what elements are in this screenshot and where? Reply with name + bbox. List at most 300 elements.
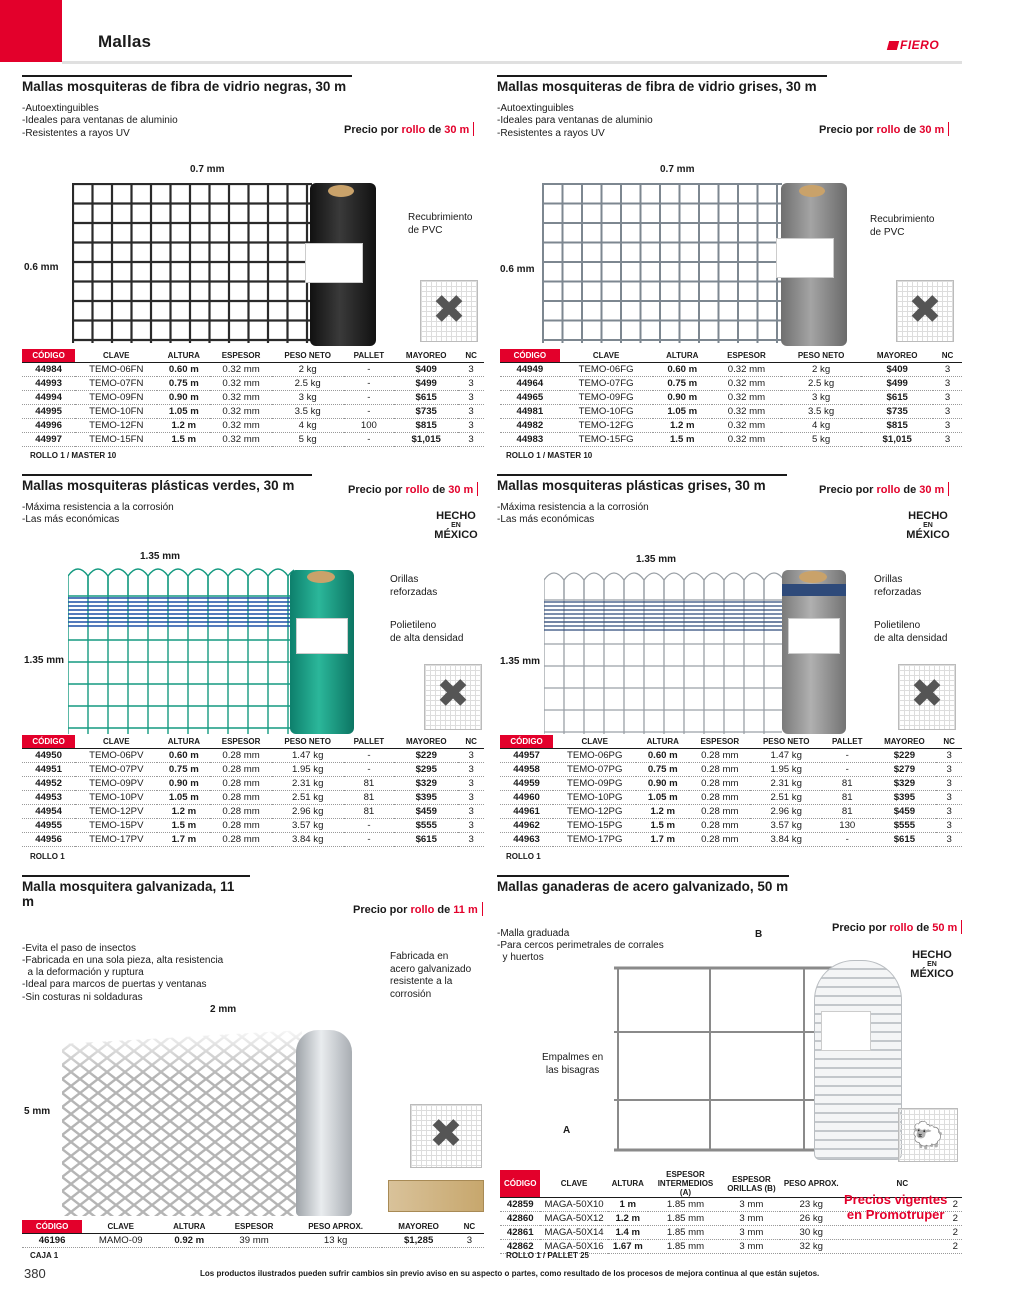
feature-list: -Máxima resistencia a la corrosión -Las más económicas [497,502,649,526]
table-cell: 2 kg [781,362,861,376]
table-cell: $295 [394,762,458,776]
table-row [22,748,484,762]
packaging-note: ROLLO 1 [506,852,541,861]
table-cell: 1.5 m [157,818,210,832]
roll-galvanized-image [296,1030,352,1216]
table-cell: 1.85 mm [648,1198,723,1212]
table-cell: 3 mm [723,1198,780,1212]
table-row [500,1226,962,1240]
table-cell: 44984 [22,362,75,376]
table-cell: 0.32 mm [210,418,271,432]
hecho-en-mexico-badge: HECHO EN MÉXICO [910,949,954,980]
table-cell: 44962 [500,818,553,832]
table-cell: TEMO-09FG [560,390,653,404]
table-cell: TEMO-09PV [75,776,157,790]
table-cell: 0.28 mm [210,804,271,818]
table-cell: 81 [344,776,395,790]
table-cell: 39 mm [219,1233,289,1247]
table-cell: $409 [861,362,933,376]
table-cell: 44958 [500,762,553,776]
table-cell: 3 [933,376,962,390]
insect-icon: ✖ [896,280,954,342]
insect-icon: ✖ [420,280,478,342]
table-cell: - [344,362,395,376]
table-cell: MAMO-09 [82,1233,159,1247]
feature-list: -Malla graduada -Para cercos perimetrales de corrales y huertos [497,927,664,964]
spec-table: CÓDIGO CLAVE ALTURA ESPESOR PESO NETO PALLET MAYOREO NC 44984 TEMO-06FN 0.60 m 0.32 mm 2 kg - $409 3 44993 TEMO-07FN 0.75 m 0.32 mm 2.5 kg - $499 3 44994 TEMO-09FN 0.90 m 0.32 mm 3 kg - $615 3 44995 TEMO-10FN 1.05 m 0.32 mm 3.5 kg - $735 3 44996 TEMO-12FN 1.2 m 0.32 mm 4 kg 100 $815 3 44997 TEMO-15FN 1.5 m 0.32 mm 5 kg - $1,015 3 [22,349,484,447]
table-cell: MAGA-50X16 [540,1240,607,1254]
table-cell: 0.32 mm [712,404,781,418]
table-cell: 2 kg [272,362,344,376]
table-cell: 1.95 kg [750,762,822,776]
table-cell: 0.90 m [653,390,712,404]
table-row [22,776,484,790]
callout-polietileno: Polietileno de alta densidad [874,620,948,644]
table-cell: $615 [394,390,458,404]
table-cell: TEMO-15FG [560,432,653,446]
spec-table: CÓDIGO CLAVE ALTURA ESPESOR PESO APROX. MAYOREO NC 46196 MAMO-09 0.92 m 39 mm 13 kg $1,285 3 [22,1220,484,1248]
table-cell: TEMO-06FG [560,362,653,376]
table-cell: 3 [933,418,962,432]
table-cell: 3 mm [723,1226,780,1240]
table-row [500,818,962,832]
table-row [22,1233,484,1247]
page-title: Mallas [98,32,152,51]
table-cell: 0.32 mm [712,362,781,376]
table-cell: 3 [458,790,484,804]
table-cell: $459 [873,804,937,818]
insect-icon: ✖ [424,664,482,730]
dimension-height: 5 mm [24,1106,51,1117]
label-b: B [755,929,763,940]
dimension-width: 1.35 mm [140,551,181,562]
table-cell: $815 [861,418,933,432]
table-cell: 44993 [22,376,75,390]
table-cell: $229 [873,748,937,762]
table-cell: MAGA-50X10 [540,1198,607,1212]
table-cell: 1.7 m [636,832,689,846]
table-cell: TEMO-12FN [75,418,157,432]
table-cell: 0.32 mm [712,418,781,432]
table-cell: $329 [873,776,937,790]
table-cell: 44982 [500,418,560,432]
mesh-green-image [68,566,294,734]
table-cell: 3 [458,362,484,376]
product-label [776,238,834,278]
table-cell: 3.5 kg [272,404,344,418]
table-cell: 44965 [500,390,560,404]
table-cell: 2.5 kg [272,376,344,390]
brand-logo: FIERO [888,38,939,52]
table-cell: 3 [458,432,484,446]
table-cell: 0.28 mm [210,762,271,776]
table-cell: 0.92 m [159,1233,219,1247]
table-cell: 0.28 mm [689,748,750,762]
table-row [22,804,484,818]
table-cell: 0.28 mm [689,776,750,790]
table-cell: $499 [861,376,933,390]
section-title: Mallas mosquiteras de fibra de vidrio negras, 30 m [22,75,352,97]
table-cell: 0.32 mm [210,432,271,446]
table-cell: 2.96 kg [272,804,344,818]
table-row [22,432,484,446]
table-cell: TEMO-17PV [75,832,157,846]
table-cell: 2.51 kg [272,790,344,804]
spec-table: CÓDIGO CLAVE ALTURA ESPESOR PESO NETO PALLET MAYOREO NC 44957 TEMO-06PG 0.60 m 0.28 mm 1.47 kg - $229 3 44958 TEMO-07PG 0.75 m 0.28 mm 1.95 kg - $279 3 44959 TEMO-09PG 0.90 m 0.28 mm 2.31 kg 81 $329 3 44960 TEMO-10PG 1.05 m 0.28 mm 2.51 kg 81 $395 3 44961 TEMO-12PG 1.2 m 0.28 mm 2.96 kg 81 $459 3 44962 TEMO-15PG 1.5 m 0.28 mm 3.57 kg 130 $555 3 44963 TEMO-17PG 1.7 m 0.28 mm 3.84 kg - $615 3 [500,735,962,847]
table-cell: 0.28 mm [210,748,271,762]
table-row [22,790,484,804]
spec-table: CÓDIGO CLAVE ALTURA ESPESOR INTERMEDIOS (A) ESPESOR ORILLAS (B) PESO APROX. NC 42859 MAGA-50X10 1 m 1.85 mm 3 mm 23 kg 2 42860 MAGA-50X12 1.2 m 1.85 mm 3 mm 26 kg 2 42861 MAGA-50X14 1.4 m 1.85 mm 3 mm 30 kg 2 42862 MAGA-50X16 1.67 m 1.85 mm 3 mm 32 kg 2 [500,1170,962,1254]
table-cell: 30 kg [780,1226,843,1240]
table-cell: 3 [936,762,962,776]
table-cell: 44956 [22,832,75,846]
roll-grey-image [781,183,847,346]
table-cell: 0.28 mm [210,832,271,846]
table-cell: $1,285 [382,1233,454,1247]
table-cell: TEMO-12FG [560,418,653,432]
table-cell: 1.5 m [636,818,689,832]
spec-table: CÓDIGO CLAVE ALTURA ESPESOR PESO NETO PALLET MAYOREO NC 44950 TEMO-06PV 0.60 m 0.28 mm 1.47 kg - $229 3 44951 TEMO-07PV 0.75 m 0.28 mm 1.95 kg - $295 3 44952 TEMO-09PV 0.90 m 0.28 mm 2.31 kg 81 $329 3 44953 TEMO-10PV 1.05 m 0.28 mm 2.51 kg 81 $395 3 44954 TEMO-12PV 1.2 m 0.28 mm 2.96 kg 81 $459 3 44955 TEMO-15PV 1.5 m 0.28 mm 3.57 kg - $555 3 44956 TEMO-17PV 1.7 m 0.28 mm 3.84 kg - $615 3 [22,735,484,847]
table-cell: TEMO-15PV [75,818,157,832]
table-cell: 0.60 m [157,362,210,376]
price-note: Precio por rollo de 50 m [832,920,962,934]
callout-recubrimiento: Recubrimiento de PVC [408,212,473,236]
table-cell: 0.28 mm [689,832,750,846]
table-cell: - [822,832,873,846]
table-cell: TEMO-10PV [75,790,157,804]
price-note: Precio por rollo de 11 m [353,902,483,916]
table-row [500,776,962,790]
table-cell: 1.85 mm [648,1212,723,1226]
table-row [500,790,962,804]
table-cell: 1.7 m [157,832,210,846]
table-cell: 0.75 m [653,376,712,390]
table-cell: 0.28 mm [689,804,750,818]
table-cell: 2 [843,1240,962,1254]
table-cell: 2.5 kg [781,376,861,390]
product-label [296,618,348,654]
table-cell: 1.2 m [608,1212,648,1226]
table-cell: TEMO-06FN [75,362,157,376]
table-cell: $615 [861,390,933,404]
table-cell: $555 [394,818,458,832]
table-cell: $279 [873,762,937,776]
promo-note: Precios vigentes en Promotruper [844,1192,948,1222]
table-cell: 4 kg [781,418,861,432]
roll-black-image [310,183,376,346]
product-label [788,618,840,654]
section-title: Malla mosquitera galvanizada, 11 m [22,875,250,912]
table-cell: 44953 [22,790,75,804]
table-cell: 0.28 mm [689,790,750,804]
feature-list: -Autoextinguibles -Ideales para ventanas de aluminio -Resistentes a rayos UV [22,103,178,139]
table-cell: 0.90 m [157,390,210,404]
table-cell: 1.47 kg [272,748,344,762]
table-cell: - [344,390,395,404]
table-cell: $735 [394,404,458,418]
table-cell: 4 kg [272,418,344,432]
table-cell: 42859 [500,1198,540,1212]
table-cell: - [344,404,395,418]
table-cell: 46196 [22,1233,82,1247]
insect-icon: ✖ [898,664,956,730]
table-cell: 0.32 mm [210,390,271,404]
dimension-width: 2 mm [210,1004,237,1015]
insect-icon: ✖ [410,1104,482,1168]
table-cell: 2 [843,1212,962,1226]
table-cell: TEMO-10FG [560,404,653,418]
table-cell: 3 [458,776,484,790]
table-cell: 3 [458,762,484,776]
table-cell: 1.2 m [653,418,712,432]
table-cell: 44951 [22,762,75,776]
table-cell: $459 [394,804,458,818]
table-cell: - [822,762,873,776]
table-cell: $735 [861,404,933,418]
table-cell: 1.05 m [636,790,689,804]
packaging-note: ROLLO 1 / MASTER 10 [30,451,117,460]
page-number: 380 [24,1266,46,1281]
table-cell: 3 [458,376,484,390]
table-cell: $555 [873,818,937,832]
packaging-note: ROLLO 1 / MASTER 10 [506,451,593,460]
section-tab [0,0,62,62]
table-cell: 3 [458,818,484,832]
table-cell: - [344,748,395,762]
hecho-en-mexico-badge: HECHO EN MÉXICO [906,510,950,541]
table-cell: 0.28 mm [210,818,271,832]
table-row [500,432,962,446]
table-cell: TEMO-07FG [560,376,653,390]
table-cell: 0.32 mm [712,390,781,404]
table-cell: TEMO-07PG [553,762,636,776]
price-note: Precio por rollo de 30 m [819,122,949,136]
field-fence-diagram [614,960,844,1160]
roll-field-fence-image [814,960,902,1160]
product-label [821,1011,871,1051]
table-cell: 1.85 mm [648,1226,723,1240]
table-cell: 44961 [500,804,553,818]
table-cell: 81 [822,776,873,790]
table-cell: 1.05 m [157,404,210,418]
table-cell: 3 [936,790,962,804]
feature-list: -Autoextinguibles -Ideales para ventanas de aluminio -Resistentes a rayos UV [497,103,653,139]
table-cell: 1.5 m [653,432,712,446]
table-cell: 81 [822,804,873,818]
table-cell: TEMO-17PG [553,832,636,846]
table-row [22,418,484,432]
table-cell: TEMO-09FN [75,390,157,404]
table-cell: 1.2 m [157,418,210,432]
table-cell: 100 [344,418,395,432]
table-cell: 2.96 kg [750,804,822,818]
table-cell: 3 [458,804,484,818]
price-note: Precio por rollo de 30 m [348,482,478,496]
table-cell: 1 m [608,1198,648,1212]
table-cell: 44963 [500,832,553,846]
table-cell: 32 kg [780,1240,843,1254]
table-cell: - [344,832,395,846]
table-cell: 0.60 m [157,748,210,762]
table-cell: 1.47 kg [750,748,822,762]
table-cell: 42861 [500,1226,540,1240]
table-row [22,404,484,418]
table-cell: 3.84 kg [272,832,344,846]
table-cell: 44950 [22,748,75,762]
table-cell: 0.28 mm [210,790,271,804]
roll-green-image [290,570,354,734]
feature-list: -Evita el paso de insectos -Fabricada en una sola pieza, alta resistencia a la deformación y ruptura -Ideal para marcos de puertas y ventanas -Sin costuras ni soldaduras [22,942,224,1003]
table-cell: 0.90 m [157,776,210,790]
table-cell: 1.05 m [157,790,210,804]
table-cell: 3 [933,390,962,404]
section-title: Mallas mosquiteras de fibra de vidrio grises, 30 m [497,75,827,97]
table-cell: 3 [458,418,484,432]
table-cell: 3 [458,748,484,762]
dimension-height: 1.35 mm [500,656,541,667]
dimension-width: 0.7 mm [190,164,225,175]
table-cell: 0.32 mm [210,404,271,418]
table-cell: 44960 [500,790,553,804]
mesh-black-image [72,183,312,343]
callout-empalmes: Empalmes en las bisagras [542,1052,604,1076]
table-cell: TEMO-09PG [553,776,636,790]
callout-orillas: Orillas reforzadas [390,574,438,598]
table-cell: 0.28 mm [689,762,750,776]
callout-recubrimiento: Recubrimiento de PVC [870,214,935,238]
table-cell: 2 [843,1226,962,1240]
table-cell: 3.5 kg [781,404,861,418]
sheep-icon: 🐑 [898,1108,958,1162]
mesh-grey-plastic-image [544,570,782,734]
table-cell: 44959 [500,776,553,790]
table-cell: 3 [933,432,962,446]
table-cell: 42860 [500,1212,540,1226]
table-cell: $395 [394,790,458,804]
table-cell: 3 [458,832,484,846]
dimension-width: 1.35 mm [636,554,677,565]
table-cell: 1.67 m [608,1240,648,1254]
table-cell: 44954 [22,804,75,818]
callout-acero: Fabricada en acero galvanizado resistente a la corrosión [390,951,472,1000]
table-cell: 1.2 m [157,804,210,818]
table-row [500,832,962,846]
table-cell: TEMO-15FN [75,432,157,446]
table-row [500,362,962,376]
packaging-note: CAJA 1 [30,1251,59,1260]
table-cell: 44964 [500,376,560,390]
table-row [22,832,484,846]
table-cell: 1.5 m [157,432,210,446]
table-cell: 44949 [500,362,560,376]
table-row [500,762,962,776]
header-divider [62,61,962,64]
table-cell: 3 mm [723,1240,780,1254]
table-cell: 13 kg [289,1233,383,1247]
table-cell: 3 [936,748,962,762]
table-row [500,376,962,390]
table-cell: TEMO-06PG [553,748,636,762]
table-cell: 0.28 mm [689,818,750,832]
table-cell: TEMO-12PG [553,804,636,818]
table-cell: TEMO-10PG [553,790,636,804]
table-cell: 0.32 mm [712,376,781,390]
table-cell: 0.60 m [653,362,712,376]
table-cell: 1.4 m [608,1226,648,1240]
table-cell: TEMO-06PV [75,748,157,762]
table-cell: 3 kg [272,390,344,404]
table-cell: 0.32 mm [210,362,271,376]
table-cell: 3 [458,404,484,418]
table-cell: 5 kg [781,432,861,446]
table-cell: 2.31 kg [272,776,344,790]
table-cell: 5 kg [272,432,344,446]
table-cell: 0.75 m [636,762,689,776]
table-cell: 0.32 mm [210,376,271,390]
table-cell: $229 [394,748,458,762]
table-cell: 0.75 m [157,376,210,390]
table-cell: $329 [394,776,458,790]
table-row [22,390,484,404]
table-cell: 42862 [500,1240,540,1254]
mesh-grey-image [542,183,782,343]
table-cell: - [344,432,395,446]
table-cell: - [344,818,395,832]
table-cell: 44997 [22,432,75,446]
table-cell: 3 [458,390,484,404]
table-cell: 0.75 m [157,762,210,776]
section-title: Mallas mosquiteras plásticas grises, 30 m [497,474,787,496]
table-cell: TEMO-07FN [75,376,157,390]
table-cell: 81 [344,804,395,818]
dimension-height: 0.6 mm [24,262,59,273]
table-cell: 3.57 kg [750,818,822,832]
table-cell: 3 [936,832,962,846]
table-row [500,404,962,418]
table-cell: 2 [843,1198,962,1212]
table-row [22,762,484,776]
product-label [305,243,363,283]
table-cell: TEMO-10FN [75,404,157,418]
price-note: Precio por rollo de 30 m [344,122,474,136]
label-a: A [563,1125,571,1136]
hecho-en-mexico-badge: HECHO EN MÉXICO [434,510,478,541]
table-row [500,390,962,404]
roll-grey-plastic-image [782,570,846,734]
table-cell: 1.95 kg [272,762,344,776]
table-cell: 0.28 mm [210,776,271,790]
table-cell: 1.05 m [653,404,712,418]
table-cell: 44983 [500,432,560,446]
spec-table: CÓDIGO CLAVE ALTURA ESPESOR PESO NETO MAYOREO NC 44949 TEMO-06FG 0.60 m 0.32 mm 2 kg $409 3 44964 TEMO-07FG 0.75 m 0.32 mm 2.5 kg $499 3 44965 TEMO-09FG 0.90 m 0.32 mm 3 kg $615 3 44981 TEMO-10FG 1.05 m 0.32 mm 3.5 kg $735 3 44982 TEMO-12FG 1.2 m 0.32 mm 4 kg $815 3 44983 TEMO-15FG 1.5 m 0.32 mm 5 kg $1,015 3 [500,349,962,447]
table-cell: TEMO-07PV [75,762,157,776]
table-cell: $409 [394,362,458,376]
table-cell: 3.84 kg [750,832,822,846]
table-cell: $615 [394,832,458,846]
table-cell: 26 kg [780,1212,843,1226]
table-cell: 3 [936,804,962,818]
table-cell: 44996 [22,418,75,432]
table-cell: 81 [822,790,873,804]
price-note: Precio por rollo de 30 m [819,482,949,496]
table-cell: - [344,762,395,776]
table-cell: 1.2 m [636,804,689,818]
expanded-metal-image [62,1030,302,1216]
table-cell: $1,015 [394,432,458,446]
table-cell: TEMO-15PG [553,818,636,832]
table-cell: 3 [455,1233,484,1247]
product-box-image [388,1180,484,1212]
